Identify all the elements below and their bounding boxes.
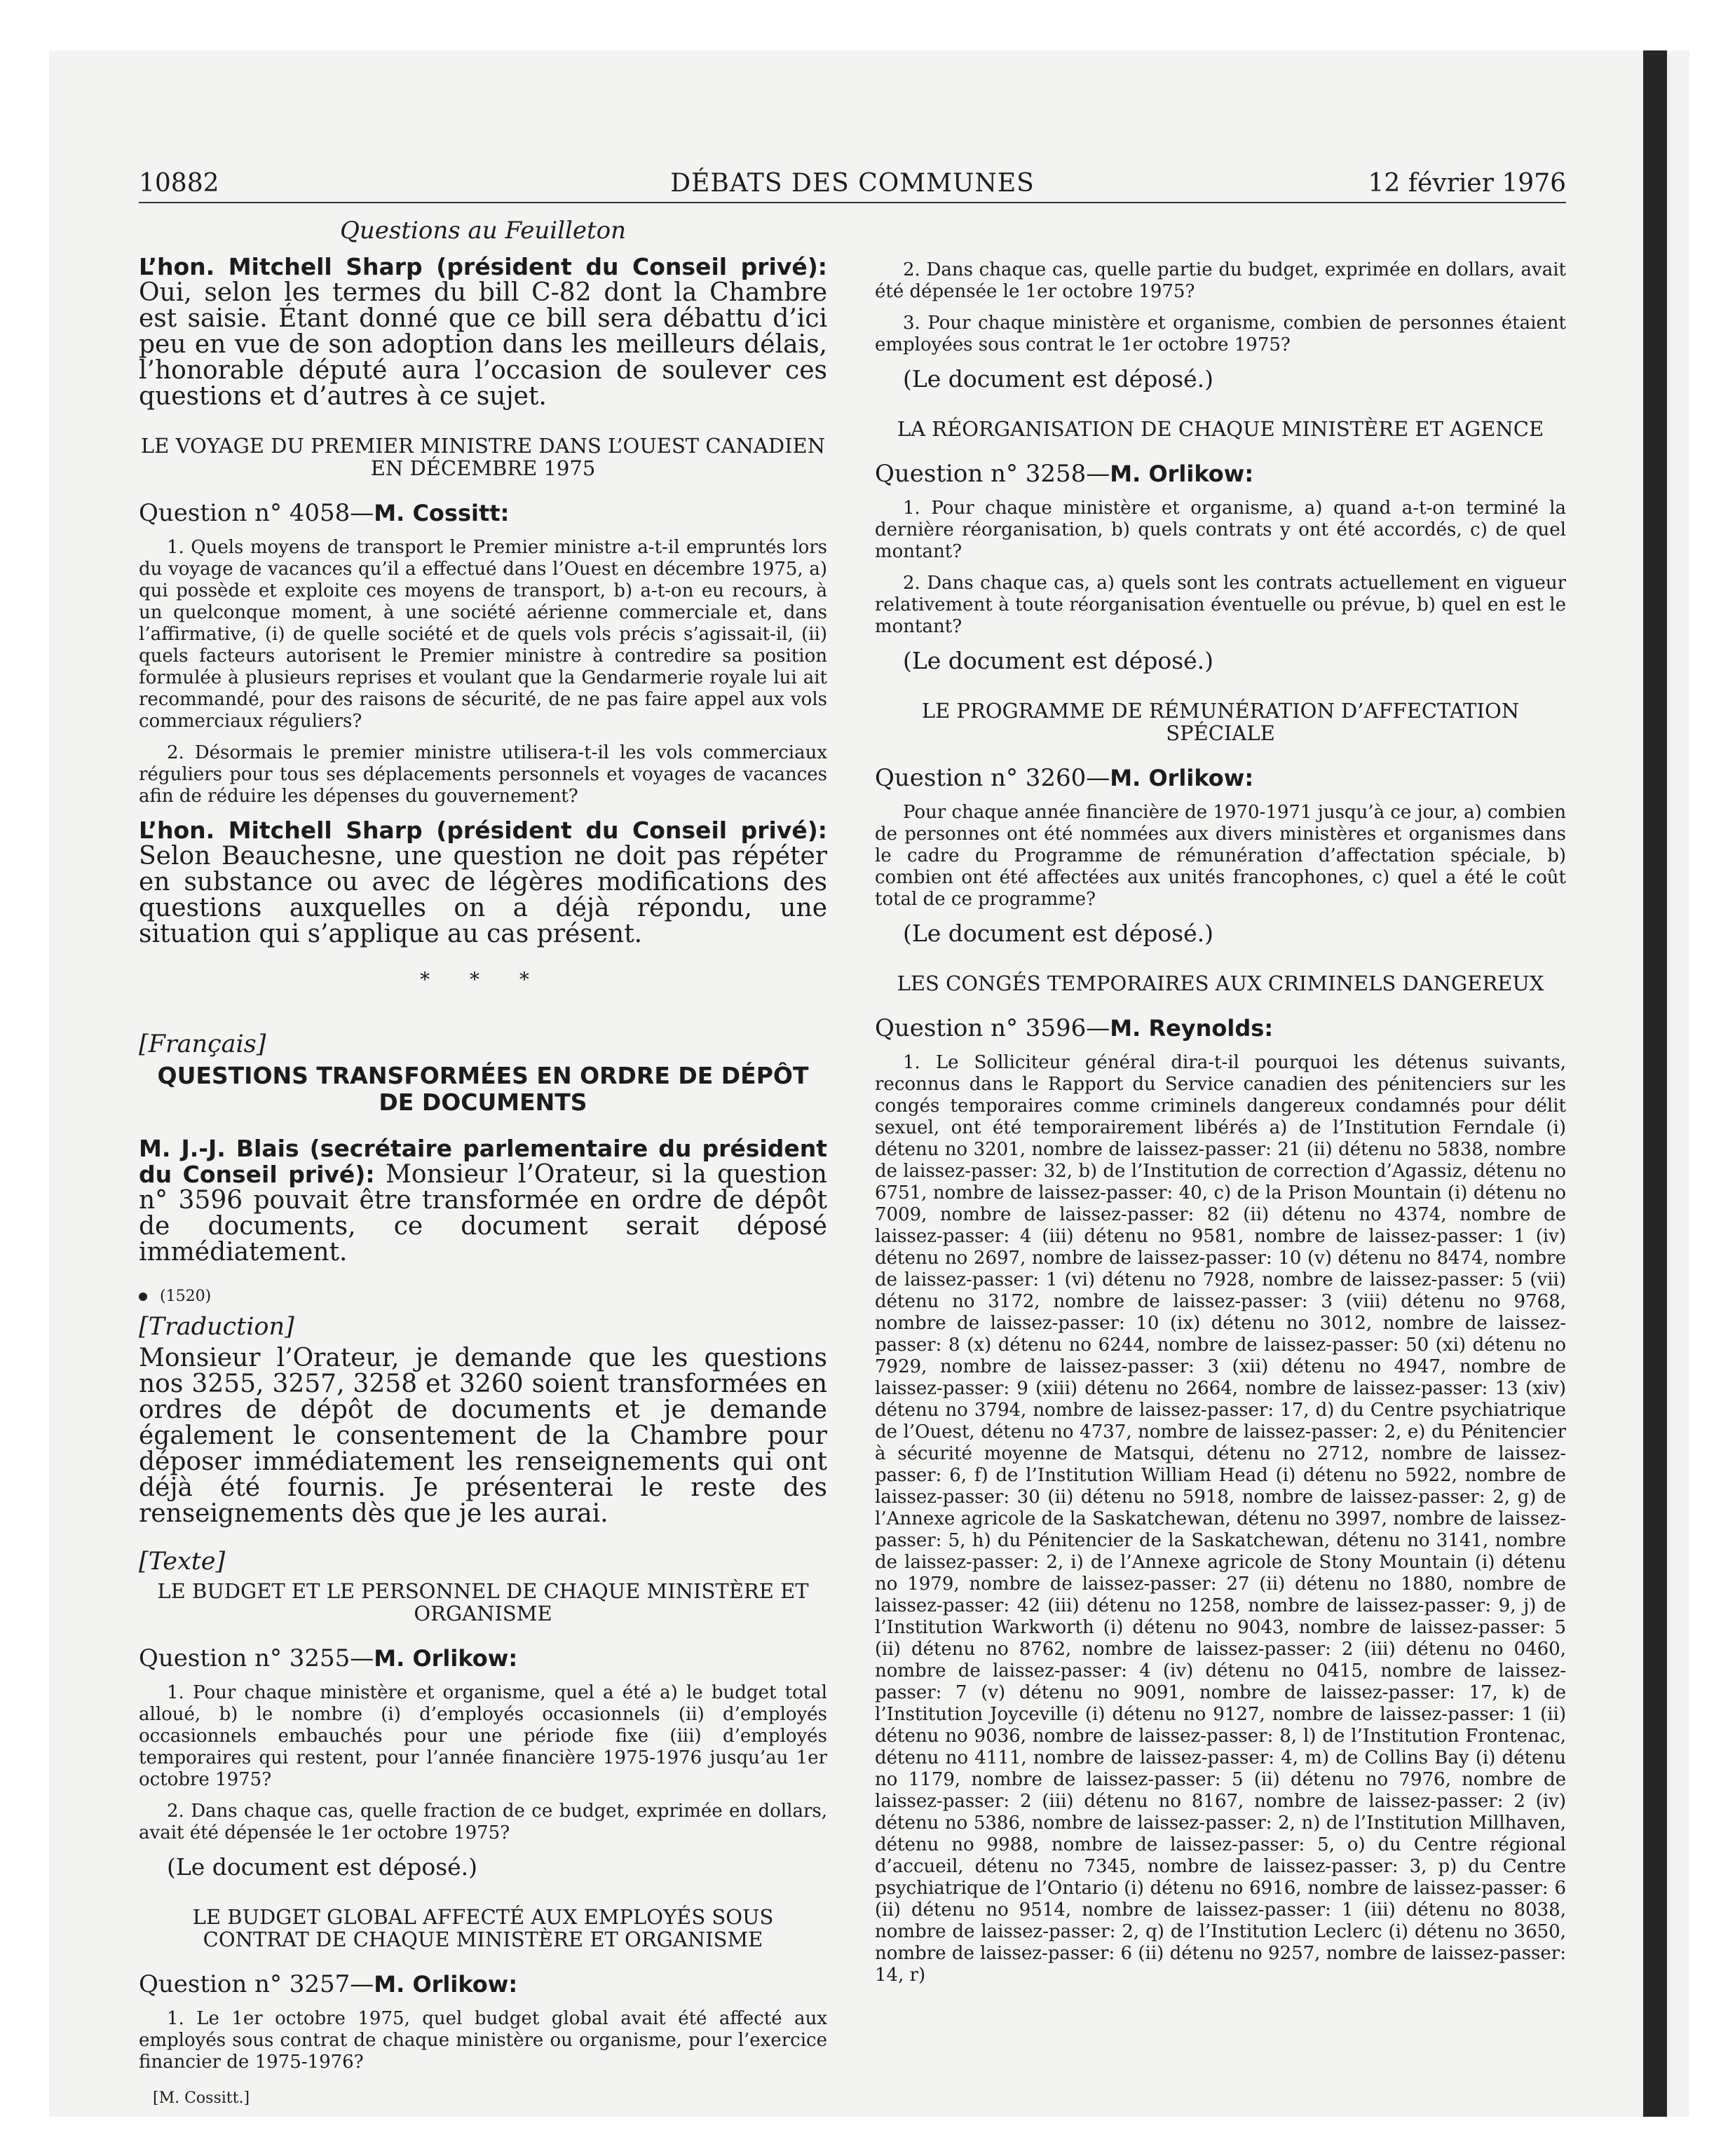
question-label: Question n° 4058— [139, 499, 374, 527]
question-3255 [139, 1644, 827, 1672]
question-member: M. Orlikow: [1110, 765, 1254, 791]
question-paragraph: 1. Pour chaque ministère et organisme, quel a été a) le budget total alloué, b) le nombre (i) d’employés occasionnels (ii) d’employés occasionnels embauchés pour une période fixe (iii) d’employés temporaires qui restent, pour l’année financière 1975-1976 jusqu’au 1er octobre 1975? [139, 1682, 827, 1790]
time-marker [139, 1286, 827, 1307]
question-paragraph: 2. Dans chaque cas, a) quels sont les contrats actuellement en vigueur relativement à toute réorganisation éventuelle ou prévue, b) quel en est le montant? [875, 573, 1566, 637]
speech-blais [139, 1135, 827, 1265]
running-subhead: Questions au Feuilleton [340, 217, 626, 245]
section-title-budget-global: LE BUDGET GLOBAL AFFECTÉ AUX EMPLOYÉS SOUS CONTRAT DE CHAQUE MINISTÈRE ET ORGANISME [192, 1905, 774, 1951]
question-paragraph: 2. Dans chaque cas, quelle fraction de ce budget, exprimée en dollars, avait été dépensée le 1er octobre 1975? [139, 1801, 827, 1843]
page-header [139, 168, 1566, 203]
speech-traduction: Monsieur l’Orateur, je demande que les questions nos 3255, 3257, 3258 et 3260 soient transformées en ordres de dépôt de documents et je demande également le consentement de la Chambre pour déposer immédiatement les renseignements qui ont déjà été fournis. Je présenterai le reste des renseignements dès que je les aurai. [139, 1344, 827, 1528]
question-label: Question n° 3258— [875, 460, 1110, 488]
question-member: M. Cossitt: [374, 500, 510, 526]
speech-text: Selon Beauchesne, une question ne doit pas répéter en substance ou avec de légères modifications des questions auxquelles on a déjà répondu, une situation qui s’applique au cas présent. [139, 842, 827, 948]
question-paragraph: 1. Pour chaque ministère et organisme, a) quand a-t-on terminé la dernière réorganisation, b) quels contrats y ont été accordés, c) de quel montant? [875, 498, 1566, 562]
question-3257 [139, 1970, 827, 1998]
section-title-voyage: LE VOYAGE DU PREMIER MINISTRE DANS L’OUEST CANADIEN EN DÉCEMBRE 1975 [140, 434, 826, 480]
section-title-programme: LE PROGRAMME DE RÉMUNÉRATION D’AFFECTATION SPÉCIALE [921, 699, 1520, 745]
question-paragraph: 1. Le 1er octobre 1975, quel budget global avait été affecté aux employés sous contrat de chaque ministère ou organisme, pour l’exercice financier de 1975-1976? [139, 2008, 827, 2073]
section-title-budget: LE BUDGET ET LE PERSONNEL DE CHAQUE MINISTÈRE ET ORGANISME [157, 1579, 809, 1625]
document-tabled: (Le document est déposé.) [903, 920, 1214, 947]
language-tag-traduction: [Traduction] [139, 1313, 294, 1341]
reply-sharp-2 [139, 817, 827, 947]
question-label: Question n° 3596— [875, 1014, 1110, 1042]
scan-edge-bar [1643, 50, 1667, 2117]
speech-text: Oui, selon les termes du bill C-82 dont la Chambre est saisie. Étant donné que ce bill sera débattu d’ici peu en vue de son adoption dans les meilleurs délais, l’honorable député aura l’occasion de soulever ces questions et d’autres à ce sujet. [139, 278, 827, 411]
question-4058 [139, 499, 827, 527]
language-tag-francais: [Français] [139, 1030, 266, 1058]
question-member: M. Reynolds: [1110, 1015, 1274, 1042]
question-paragraph: 1. Le Solliciteur général dira-t-il pourquoi les détenus suivants, reconnus dans le Rapport du Service canadien des pénitenciers sur les congés temporaires comme criminels dangereux condamnés pour délit sexuel, ont été temporairement libérés a) de l’Institution Ferndale (i) détenu no 3201, nombre de laissez-passer: 21 (ii) détenu no 5838, nombre de laissez-passer: 32, b) de l’Institution de correction d’Agassiz, détenu no 6751, nombre de laissez-passer: 40, c) de la Prison Mountain (i) détenu no 7009, nombre de laissez-passer: 82 (ii) détenu no 4374, nombre de laissez-passer: 4 (iii) détenu no 9581, nombre de laissez-passer: 1 (iv) détenu no 2697, nombre de laissez-passer: 10 (v) détenu no 8474, nombre de laissez-passer: 1 (vi) détenu no 7928, nombre de laissez-passer: 5 (vii) détenu no 3172, nombre de laissez-passer: 3 (viii) détenu no 9768, nombre de laissez-passer: 10 (ix) détenu no 3012, nombre de laissez-passer: 8 (x) détenu no 6244, nombre de laissez-passer: 50 (xi) détenu no 7929, nombre de laissez-passer: 3 (xii) détenu no 4947, nombre de laissez-passer: 9 (xiii) détenu no 2664, nombre de laissez-passer: 13 (xiv) détenu no 3794, nombre de laissez-passer: 17, d) du Centre psychiatrique de l’Ouest, détenu no 4737, nombre de laissez-passer: 2, e) du Pénitencier à sécurité moyenne de Matsqui, détenu no 2712, nombre de laissez-passer: 6, f) de l’Institution William Head (i) détenu no 5922, nombre de laissez-passer: 30 (ii) détenu no 5918, nombre de laissez-passer: 2, g) de l’Annexe agricole de la Saskatchewan, détenu no 3997, nombre de laissez-passer: 5, h) du Pénitencier de la Saskatchewan, détenu no 3141, nombre de laissez-passer: 2, i) de l’Annexe agricole de Stony Mountain (i) détenu no 1979, nombre de laissez-passer: 27 (ii) détenu no 1880, nombre de laissez-passer: 42 (iii) détenu no 1258, nombre de laissez-passer: 9, j) de l’Institution Warkworth (i) détenu no 9043, nombre de laissez-passer: 5 (ii) détenu no 8762, nombre de laissez-passer: 2 (iii) détenu no 0460, nombre de laissez-passer: 4 (iv) détenu no 0415, nombre de laissez-passer: 7 (v) détenu no 9091, nombre de laissez-passer: 17, k) de l’Institution Joyceville (i) détenu no 9127, nombre de laissez-passer: 1 (ii) détenu no 9036, nombre de laissez-passer: 8, l) de l’Institution Frontenac, détenu no 4111, nombre de laissez-passer: 4, m) de Collins Bay (i) détenu no 1179, nombre de laissez-passer: 5 (ii) détenu no 7976, nombre de laissez-passer: 2 (iii) détenu no 8167, nombre de laissez-passer: 2 (iv) détenu no 5386, nombre de laissez-passer: 2, n) de l’Institution Millhaven, détenu no 9988, nombre de laissez-passer: 5, o) du Centre régional d’accueil, détenu no 7345, nombre de laissez-passer: 3, p) du Centre psychiatrique de l’Ontario (i) détenu no 6916, nombre de laissez-passer: 6 (ii) détenu no 9514, nombre de laissez-passer: 1 (iii) détenu no 8038, nombre de laissez-passer: 2, q) de l’Institution Leclerc (i) détenu no 3650, nombre de laissez-passer: 6 (ii) détenu no 9257, nombre de laissez-passer: 14, r) [875, 1052, 1566, 1986]
question-member: M. Orlikow: [1110, 460, 1254, 487]
document-tabled: (Le document est déposé.) [903, 365, 1214, 393]
page-number: 10882 [139, 169, 219, 198]
bullet-dot-icon [139, 1292, 147, 1301]
speaker-name: M. J.-J. Blais (secrétaire parlementaire du président du Conseil privé): [139, 1135, 827, 1188]
heading-questions-transformees: QUESTIONS TRANSFORMÉES EN ORDRE DE DÉPÔT DE DOCUMENTS [157, 1062, 809, 1116]
footer-reference: [M. Cossitt.] [153, 2089, 250, 2107]
question-paragraph: Pour chaque année financière de 1970-1971 jusqu’à ce jour, a) combien de personnes ont été nommées aux divers ministères et organismes dans le cadre du Programme de rémunération d’affectation spéciale, b) combien ont été affectées aux unités francophones, c) quel a été le coût total de ce programme? [875, 802, 1566, 910]
right-column [875, 217, 1566, 1996]
question-label: Question n° 3257— [139, 1970, 374, 1998]
left-column [139, 217, 827, 2108]
question-member: M. Orlikow: [374, 1971, 518, 1998]
question-paragraph: 2. Désormais le premier ministre utilisera-t-il les vols commerciaux réguliers pour tous ses déplacements personnels et voyages de vacances afin de réduire les dépenses du gouvernement? [139, 742, 827, 807]
question-3260 [875, 764, 1566, 792]
question-paragraph: 2. Dans chaque cas, quelle partie du budget, exprimée en dollars, avait été dépensée le 1er octobre 1975? [875, 259, 1566, 302]
section-separator: * * * [420, 968, 546, 991]
speaker-name: L’hon. Mitchell Sharp (président du Conseil privé): [139, 817, 827, 844]
question-paragraph: 1. Quels moyens de transport le Premier ministre a-t-il empruntés lors du voyage de vacances qu’il a effectué dans l’Ouest en décembre 1975, a) qui possède et exploite ces moyens de transport, b) a-t-on eu recours, à un quelconque moment, à une société aérienne commerciale et, dans l’affirmative, (i) de quelle société et de quels vols précis s’agissait-il, (ii) quels facteurs autorisent le Premier ministre à contredire sa position formulée à plusieurs reprises et voulant que la Gendarmerie royale lui ait recommandé, pour des raisons de sécurité, de ne pas faire appel aux vols commerciaux réguliers? [139, 537, 827, 732]
reply-sharp-1 [139, 254, 827, 409]
question-label: Question n° 3255— [139, 1644, 374, 1672]
question-3258 [875, 460, 1566, 488]
question-paragraph: 3. Pour chaque ministère et organisme, combien de personnes étaient employées sous contrat le 1er octobre 1975? [875, 313, 1566, 355]
question-3596 [875, 1014, 1566, 1042]
journal-title: DÉBATS DES COMMUNES [670, 169, 1035, 198]
page-date: 12 février 1976 [1368, 169, 1566, 198]
document-tabled: (Le document est déposé.) [903, 647, 1214, 674]
question-member: M. Orlikow: [374, 1645, 518, 1672]
language-tag-texte: [Texte] [139, 1548, 226, 1576]
speech-text: Monsieur l’Orateur, si la question n° 3596 pouvait être transformée en ordre de dépôt de documents, ce document serait déposé immédiatement. [139, 1160, 827, 1267]
question-label: Question n° 3260— [875, 764, 1110, 792]
time-stamp: (1520) [160, 1288, 212, 1305]
speaker-name: L’hon. Mitchell Sharp (président du Conseil privé): [139, 253, 827, 280]
section-title-reorganisation: LA RÉORGANISATION DE CHAQUE MINISTÈRE ET AGENCE [897, 417, 1544, 441]
document-tabled: (Le document est déposé.) [167, 1853, 478, 1881]
section-title-conges: LES CONGÉS TEMPORAIRES AUX CRIMINELS DANGEREUX [897, 971, 1544, 995]
